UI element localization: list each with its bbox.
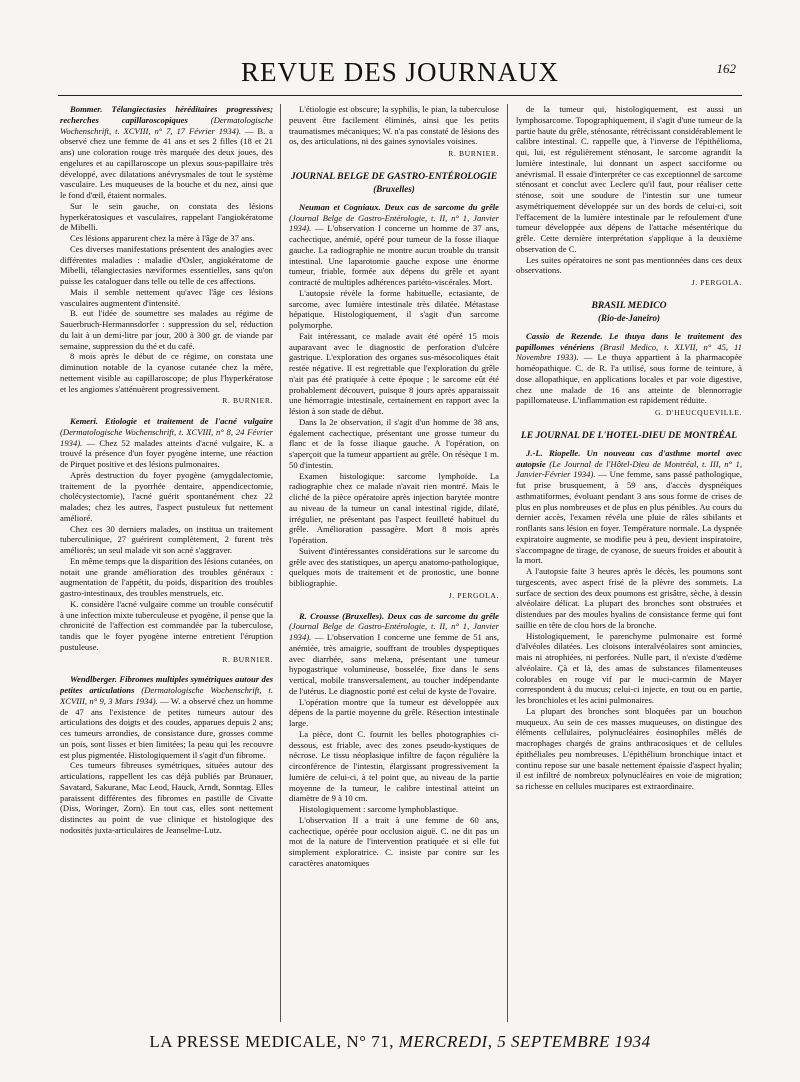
article-paragraph [60,674,273,760]
article-heading: Bommer. Télangiectasies héréditaires progressives; recherches capillaroscopiques [60,104,273,125]
article-paragraph: Chez ces 30 derniers malades, on institua un traitement tuberculinique, 27 guérirent complètement, 2 furent très améliorés; un seul malade vit son acné s'aggraver. [60,523,273,555]
article-heading: Wendlberger. Fibromes multiples symétriques autour des petites articulations [60,674,273,695]
article-text: — L'observation I concerne une femme de 51 ans, anémiée, très amaigrie, souffrant de troubles dyspeptiques avec diarrhée, sans melæna, présentant une tumeur hypogastrique volumineuse, bosselée, fixe dans le sens vertical, mobile transversalement, au toucher indépendante de l'utérus. Le diagnostic porté est celui de kyste de l'ovaire. [289,632,499,696]
article-text: — Une femme, sans passé pathologique, fut prise brusquement, à 59 ans, d'accès dyspnéiques asthmatiformes, évoluant pendant 3 ans sous forme de crises de plus en plus nombreuses et de plus en plus pénibles. Au cours du dernier accès, l'examen révéla une pluie de râles sibilants et ronflants sans lésion en foyer. Température normale. La dyspnée expiratoire augmente, se modifie peu à peu, devient inspiratoire, s'accompagne de tirage, de cyanose, de sueurs froides et aboutit à la mort. [516,469,742,566]
page-number: 162 [716,61,736,76]
author-signature: J. PERGOLA. [691,278,742,287]
article-source: (Brasil Medico, t. XLVII, n° 45, 11 Novembre 1933). [516,341,742,363]
author-signature: J. PERGOLA. [448,590,499,600]
article-rezende [516,331,742,419]
article-heading: Kemeri. Etiologie et traitement de l'acné vulgaire [70,416,273,426]
article-heading: Neuman et Cogniaux. Deux cas de sarcome du grêle [299,201,499,212]
journal-city: (Rio-de-Janeiro) [598,312,660,323]
article-paragraph: L'opération montre que la tumeur est développée aux dépens de la partie moyenne du grêle. Résection intestinale large. [289,696,499,728]
page-footer [58,1032,742,1052]
author-signature: R. BURNIER. [448,149,499,158]
journal-section-heading [516,299,742,325]
column-2 [289,104,499,1022]
journal-name: LE JOURNAL DE L'HOTEL-DIEU DE MONTRÉAL [520,429,738,441]
article-source: (Journal Belge de Gastro-Entérologie, t. II, n° 1, Janvier 1934). [289,212,499,234]
article-heading: Cassio de Rezende. Le thuya dans le traitement des papillomes vénériens [516,330,742,352]
article-paragraph: Ces diverses manifestations présentent des analogies avec différentes maladies : maladie d'Osler, angiokératome de Mibelli, télangiectasies næviformes essentielles, sans qu'on puisse les cataloguer dans telle ou telle de ces affections. [60,243,273,286]
article-paragraph [289,202,499,288]
article-columns [60,104,742,1022]
article-paragraph: Ces tumeurs fibreuses symétriques, situées autour des articulations, rappellent les cas déjà publiés par Brunauer, Savatard, Sakurane, Mac Leod, Hauck, Arndt, Sonntag. Elles paraissent différentes des fibromes en pastille de Civatte (Diss, Woringer, Zorn). En tout cas, elles sont nettement distinctes au point de vue clinique et histologique des nodosités juxta-articulaires de Jeanselme-Lutz. [60,760,273,835]
article-heading: R. Crousse (Bruxelles). Deux cas de sarcome du grêle [299,610,499,621]
article-paragraph: Après destruction du foyer pyogène (amygdalectomie, traitement de la pyorrhée dentaire, appendicectomie, cholécystectomie), l'acné guérit spontanément chez 22 malades; chez les autres, l'aspect pustuleux fut nettement amélioré. [60,469,273,523]
article-paragraph: Ces lésions apparurent chez la mère à l'âge de 37 ans. [70,233,255,243]
article-paragraph: La pièce, dont C. fournit les belles photographies ci-dessous, est friable, avec des zones pseudo-kystiques de nécrose. Le tissu néoplasique infiltre de façon régulière la circonférence de l'intestin, élargissant progressivement la lumière de celui-ci, à tel point que, au niveau de la partie moyenne de la tumeur, le calibre intestinal atteint un diamètre de 9 à 10 cm. [289,728,499,804]
author-signature: R. BURNIER. [222,654,273,664]
journal-name: JOURNAL BELGE DE GASTRO-ENTÉROLOGIE [290,170,498,182]
article-paragraph: B. eut l'idée de soumettre ses malades au régime de Sauerbruch-Hermannsdorfer : suppression du sel, réduction du lait à un demi-litre par jour, 200 à 300 gr. de viande par semaine, suppression du thé et du café. [60,308,273,351]
article-source: (Dermatologische Wochenschrift, t. XCVIII, n° 7, 17 Février 1934). [60,114,273,136]
article-paragraph [60,416,273,470]
author-signature: R. BURNIER. [222,396,273,406]
article-text: — L'observation I concerne un homme de 37 ans, cachectique, anémié, opéré pour tumeur de la fosse iliaque gauche. La radiographie ne montre aucun trouble du transit intestinal. Une laparotomie gauche expose une énorme tumeur, friable, formée aux dépens du grêle et ayant contracté de multiples adhérences pariéto-viscérales. Mort. [289,223,499,287]
column-3 [516,104,742,1022]
article-paragraph: Fait intéressant, ce malade avait été opéré 15 mois auparavant avec le diagnostic de perforation d'ulcère gastrique. L'exploration des organes sus-mésocoliques était restée négative. Il est regrettable que l'exploration du grêle n'ait pas été pratiquée à cette époque ; le sarcome eût été probablement découvert, puisque 8 jours après apparaissait une hémorragie intestinale, certainement en rapport avec la lésion à son stade de début. [289,330,499,416]
article-paragraph: A l'autopsie faite 3 heures après le décès, les poumons sont turgescents, avec aspect frisé de la plèvre des sommets. La surface de section des deux poumons est grisâtre, sèche, à dessin alvéolaire délicat. La plupart des bronches sont obstruées et distendues par des moules hyalins de consistance ferme qui font saillie en tête de clou hors de la bronche. [516,566,742,630]
article-paragraph: L'autopsie révèle la forme habituelle, ectasiante, de sarcome, avec lumière intestinale très dilatée. Métastase hépatique. Histologiquement, il s'agit d'un sarcome polymorphe. [289,287,499,330]
article-text: — Chez 52 malades atteints d'acné vulgaire, K. a trouvé la présence d'un foyer pyogène interne, une réaction de Pirquet positive et des lésions pulmonaires. [60,437,273,469]
footer-date: MERCREDI, 5 SEPTEMBRE 1934 [398,1032,651,1051]
article-paragraph: Mais il semble nettement qu'avec l'âge ces lésions vasculaires augmentent d'intensité. [60,286,273,308]
article-paragraph: K. considère l'acné vulgaire comme un trouble consécutif à une infection mixte tuberculeuse et pyogène, il pense que la chronicité de l'affection est commandée par la tuberculose, tandis que le foyer pyogène interne entretient l'éruption pustuleuse. [60,598,273,652]
article-paragraph: Dans la 2e observation, il s'agit d'un homme de 38 ans, également cachectique, présentant une grosse tumeur du flanc et de la fosse iliaque gauche. A l'opération, on s'aperçoit que la tumeur appartient au grêle. On résèque 1 m. 50 d'intestin. [289,416,499,470]
article-paragraph: En même temps que la disparition des lésions cutanées, on notait une grande amélioration des troubles généraux : augmentation de l'appétit, du poids, disparition des troubles gastro-intestinaux, des troubles menstruels, etc. [60,555,273,598]
article-paragraph: Sur le sein gauche, on constata des lésions hyperkératosiques et vasculaires, rappelant l'angiokératome de Mibelli. [60,200,273,233]
article-paragraph: Suivent d'intéressantes considérations sur le sarcome du grêle avec des statistiques, un aperçu anatomo-pathologique, quelques mots de traitement et de pronostic, une bonne bibliographie. [289,545,499,588]
column-1 [60,104,273,1022]
article-crousse [289,611,499,869]
article-heading: J.-L. Riopelle. Un nouveau cas d'asthme mortel avec autopsie [516,447,742,469]
article-paragraph [289,611,499,697]
article-kemeri [60,416,273,665]
article-source: (Journal Belge de Gastro-Entérologie, t. II, n° 1, Janvier 1934). [289,621,499,642]
article-text: — W. a observé chez un homme de 47 ans l'existence de petites tumeurs autour des articulations des doigts et des coudes, apparues depuis 2 ans; ces tumeurs arrondies, de consistance dure, grosses comme un pois, sont lisses et bien limitées; la peau qui les recouvre est plus pigmentée. Histologiquement il s'agit d'un fibrome. [60,695,273,760]
article-paragraph: L'observation II a trait à une femme de 60 ans, cachectique, opérée pour occlusion aiguë. C. ne dit pas un mot de la nature de l'intervention pratiquée et si elle fut simplement exploratrice. C. insiste par contre sur les caractères anatomiques [289,814,499,868]
author-signature: G. D'HEUCQUEVILLE. [654,408,742,417]
article-riopelle [516,448,742,792]
article-paragraph [516,448,742,566]
article-text: — B. a observé chez une femme de 41 ans et ses 2 filles (18 et 21 ans) une coloration rouge très marquée des deux joues, des engelures et au capillaroscope un plexus sous-papillaire très développé, avec dilatations anévrysmales de tout le système vasculaire. Les muqueuses de la bouche et du nez, ainsi que le fond d'œil, étaient normales. [60,125,273,200]
journal-name: BRASIL MEDICO [591,299,667,311]
article-paragraph: L'étiologie est obscure; la syphilis, le pian, la tuberculose peuvent être facilement éliminés, ainsi que les petits traumatismes mécaniques; W. n'a pas constaté de lésions des os, des articulations, ni des gaines synoviales voisines. [289,104,499,147]
article-source: (Dermatologische Wochenschrift, t. XCVIII, n° 9, 3 Mars 1934). [60,685,273,706]
article-paragraph: La plupart des bronches sont bloquées par un bouchon muqueux. Au sein de ces masses muqueuses, on distingue des éléments cellulaires, polynucléaires éosinophiles mêlés de macrophages chargés de grains anthracosiques et de cellules épithéliales peu nombreuses. L'épithélium bronchique intact et continu repose sur une basale nettement épaissie d'aspect hyalin; il est infiltré de nombreux polynucléaires en voie de migration; sa richesse en cellules mucipares est extraordinaire. [516,705,742,791]
journal-section-heading [289,170,499,196]
article-paragraph: Histologiquement : sarcome lymphoblastique. [299,804,459,814]
article-paragraph: de la tumeur qui, histologiquement, est aussi un lymphosarcome. Topographiquement, il s'agit d'une tumeur de la partie haute du grêle, sténosante, rétrécissant considérablement le calibre intestinal. C. rappelle que, à l'inverse de l'épithélioma, qui, lui, est régulièrement sténosant, le sarcome agrandit la lumière intestinale, lui donnant un aspect sacciforme ou anévrismal. Il essaie d'interpréter ce cas exceptionnel de sarcome sténosant et conclut avec Leclerc qu'il faut, pour réaliser cette sténose, soit une soudure de l'intestin sur une tumeur asymétriquement développée sur un des bords de celui-ci, soit l'effacement de la lumière intestinale par le refoulement d'une tumeur développée aux dépens de l'attache mésentérique du grêle. Cette dernière interprétation s'applique à la deuxième observation de C. [516,104,742,254]
article-paragraph: Histologiquement, le parenchyme pulmonaire est formé d'alvéoles dilatées. Les cloisons interalvéolaires sont amincies, mais ni atrophiées, ni perforées. Nulle part, il n'existe d'œdème alvéolaire. Çà et là, des amas de substances filamenteuses colorables en rouge vif par le muci-carmin de Mayer correspondent à du mucus; celui-ci injecte, en tout ou en partie, les bronchioles et les acini pulmonaires. [516,630,742,705]
article-bommer [60,104,273,407]
masthead [58,55,742,96]
article-paragraph: 8 mois après le début de ce régime, on constata une diminution notable de la cyanose cutanée chez la mère, nettement visible au capillaroscope; de plus l'hyperkératose et les angiomes s'atténuèrent progressivement. [60,351,273,394]
article-paragraph [60,104,273,201]
article-paragraph: Les suites opératoires ne sont pas mentionnées dans ces deux observations. [516,254,742,276]
article-paragraph [516,331,742,406]
journal-section-heading [516,429,742,442]
article-wendlberger [60,674,273,835]
article-source: (Dermatologische Wochenschrift, t. XCVIII, n° 8, 24 Février 1934). [60,426,273,448]
footer-journal: LA PRESSE MEDICALE, N° 71, [149,1032,394,1051]
article-paragraph: Examen histologique: sarcome lymphoïde. La radiographie chez ce malade n'avait rien montré. Mais le cliché de la pièce opératoire après injection barytée montre au niveau de la tumeur un canal intestinal rigide, dilaté, irrégulier, ne présentant pas l'aspect feuilleté habituel du grêle. Amélioration passagère. Mort 8 mois après l'opération. [289,470,499,545]
article-text: — Le thuya appartient à la pharmacopée homéopathique. C. de R. l'a utilisé, sous forme de teinture, à dose allopathique, en applications locales et par voie digestive, chez une malade de 16 ans atteinte de blennorragie papillomateuse. L'inflammation est rapidement réduite. [516,352,742,406]
journal-section-title: REVUE DES JOURNAUX [240,57,559,87]
journal-city: (Bruxelles) [373,183,415,194]
article-source: (Le Journal de l'Hôtel-Dieu de Montréal, t. III, n° 1, Janvier-Février 1934). [516,458,742,480]
article-neuman-cogniaux [289,202,499,602]
